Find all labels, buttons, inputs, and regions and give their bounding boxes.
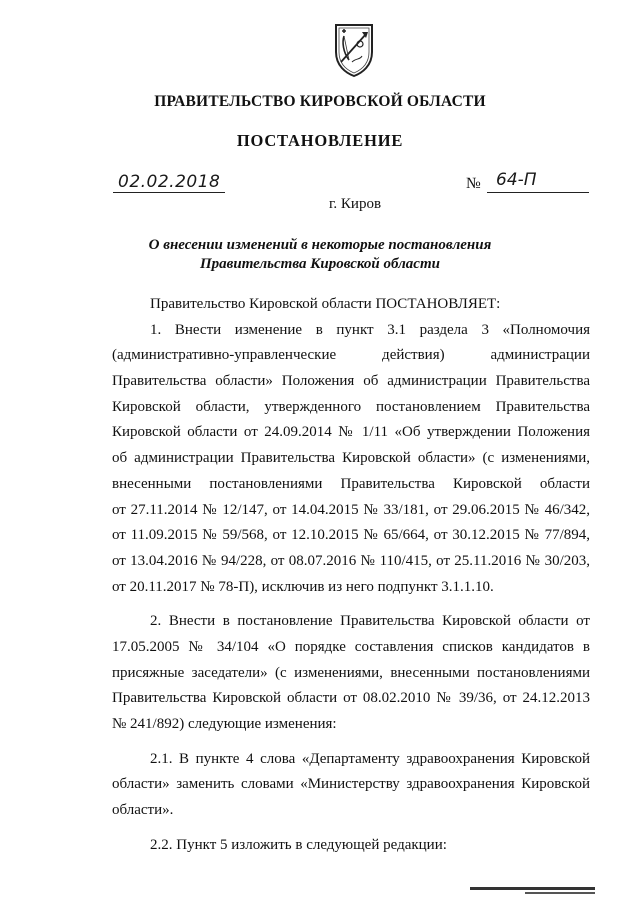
document-body — [112, 292, 590, 858]
document-date: 02.02.2018 — [118, 172, 221, 192]
date-underline — [113, 192, 225, 193]
p1-line: Правительства области» Положения об администрации Правительства — [112, 373, 590, 390]
document-number: 64-П — [496, 170, 537, 190]
p2-line: Правительства Кировской области от 08.02.2010 № 39/36, от 24.12.2013 — [112, 690, 590, 707]
p1-line: об администрации Правительства Кировской области» (с изменениями, — [112, 450, 590, 467]
p1-line: от 13.04.2016 № 94/228, от 08.07.2016 № 110/415, от 25.11.2016 № 30/203, — [112, 552, 590, 569]
p1-line: 1. Внести изменение в пункт 3.1 раздела 3 «Полномочия — [150, 321, 590, 338]
p21-line: области» заменить словами «Министерству здравоохранения Кировской — [112, 776, 590, 793]
preamble: Правительство Кировской области ПОСТАНОВЛЯЕТ: — [150, 296, 501, 312]
footer-mark — [525, 892, 595, 894]
p2-line: 2. Внести в постановление Правительства Кировской области от — [150, 613, 590, 630]
document-subject — [0, 236, 640, 274]
footer-mark — [470, 887, 595, 890]
organization-title: ПРАВИТЕЛЬСТВО КИРОВСКОЙ ОБЛАСТИ — [154, 93, 486, 110]
document-type-title: ПОСТАНОВЛЕНИЕ — [236, 131, 404, 150]
p21-line: области». — [112, 802, 174, 819]
p1-line: от 11.09.2015 № 59/568, от 12.10.2015 № 65/664, от 30.12.2015 № 77/894, — [112, 527, 590, 544]
subject-line: Правительства Кировской области — [200, 256, 440, 272]
p1-line: от 20.11.2017 № 78-П), исключив из него подпункт 3.1.1.10. — [112, 578, 494, 595]
p1-line: (административно-управленческие действия) администрации — [112, 347, 590, 364]
p2-line: присяжные заседатели» (с изменениями, внесенными постановлениями — [112, 664, 590, 681]
p22-line: 2.2. Пункт 5 изложить в следующей редакции: — [150, 836, 447, 853]
p1-line: от 27.11.2014 № 12/147, от 14.04.2015 № 33/181, от 29.06.2015 № 46/342, — [112, 501, 590, 518]
p1-line: Кировской области от 24.09.2014 № 1/11 «Об утверждении Положения — [112, 424, 590, 441]
number-underline — [487, 192, 589, 193]
p21-line: 2.1. В пункте 4 слова «Департаменту здравоохранения Кировской — [150, 750, 590, 767]
p1-line: внесенными постановлениями Правительства Кировской области — [112, 475, 590, 492]
p2-line: № 241/892) следующие изменения: — [112, 716, 337, 732]
subject-line: О внесении изменений в некоторые постановления — [148, 237, 492, 253]
coat-of-arms-icon — [332, 22, 376, 78]
city-label: г. Киров — [328, 196, 382, 212]
number-label: № — [466, 175, 481, 192]
p2-line: 17.05.2005 № 34/104 «О порядке составления списков кандидатов в — [112, 638, 590, 655]
p1-line: Кировской области, утвержденного постановлением Правительства — [112, 398, 590, 415]
